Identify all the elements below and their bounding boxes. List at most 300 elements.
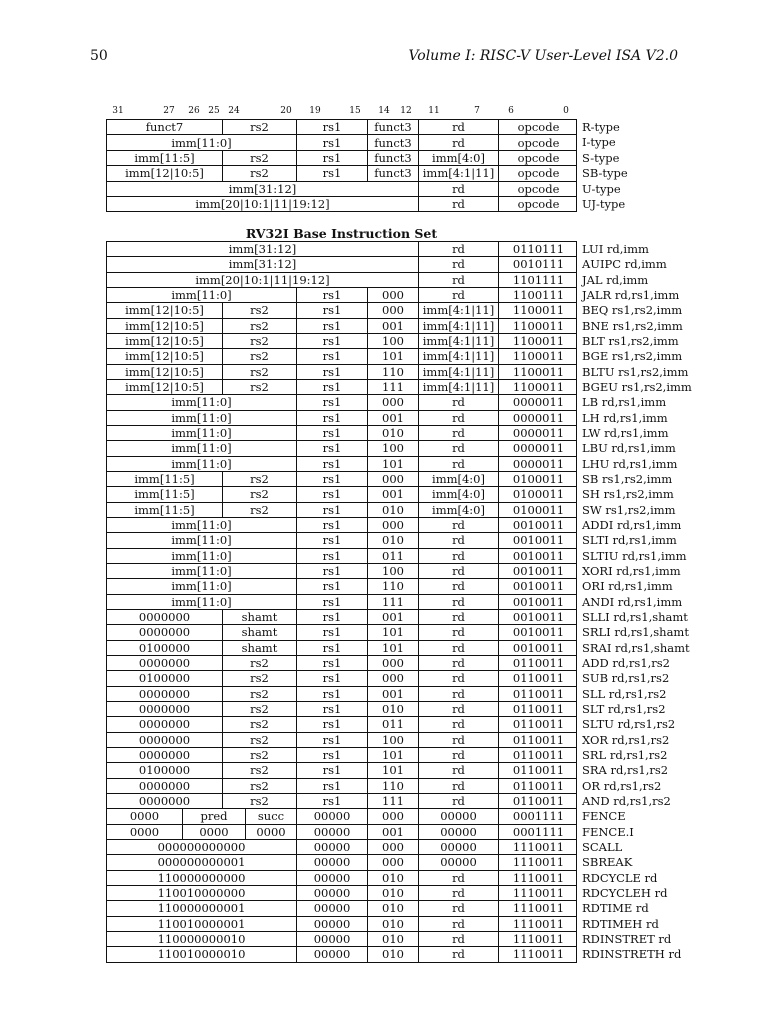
field-cell: rd xyxy=(419,120,499,134)
field-cell: 00000 xyxy=(297,840,368,854)
field-cell: 1110011 xyxy=(512,855,565,870)
field-cell: 00000 xyxy=(297,947,368,961)
field-cell: rs1 xyxy=(297,166,368,180)
field-cell: rs1 xyxy=(297,441,368,455)
field-cell: 0001111 xyxy=(512,824,565,839)
field-cell: rs1 xyxy=(297,549,368,563)
field-cell: 100 xyxy=(368,334,419,348)
row-label: ADDI rd,rs1,imm xyxy=(582,517,682,532)
field-cell: 011 xyxy=(368,549,419,563)
field-cell: 101 xyxy=(368,641,419,655)
row-label: OR rd,rs1,rs2 xyxy=(582,778,662,793)
instruction-row xyxy=(106,778,577,794)
instruction-row xyxy=(106,410,577,426)
field-cell: 0000000 xyxy=(107,748,223,762)
row-label: UJ-type xyxy=(582,197,626,211)
field-cell: imm[12|10:5] xyxy=(107,380,223,394)
field-cell: imm[11:0] xyxy=(107,533,297,547)
field-cell: 0110011 xyxy=(512,778,565,793)
field-cell: rs2 xyxy=(223,380,297,394)
field-cell: rs1 xyxy=(297,487,368,501)
instruction-row xyxy=(106,486,577,502)
field-cell: rd xyxy=(419,702,499,716)
field-cell: rd xyxy=(419,748,499,762)
field-cell: 000 xyxy=(368,518,419,532)
field-cell: imm[31:12] xyxy=(107,242,419,256)
field-cell: imm[11:0] xyxy=(107,595,297,609)
row-label: ORI rd,rs1,imm xyxy=(582,579,673,594)
field-cell: imm[11:0] xyxy=(107,426,297,440)
row-label: AND rd,rs1,rs2 xyxy=(582,793,671,808)
instruction-row xyxy=(106,548,577,564)
field-cell: imm[11:0] xyxy=(107,288,297,302)
field-cell: rd xyxy=(419,579,499,593)
row-label: SW rs1,rs2,imm xyxy=(582,502,676,517)
field-cell: 1110011 xyxy=(512,947,565,962)
field-cell: rs1 xyxy=(297,533,368,547)
row-label: FENCE.I xyxy=(582,824,634,839)
row-label: SUB rd,rs1,rs2 xyxy=(582,671,670,686)
instruction-row xyxy=(106,394,577,410)
instruction-row xyxy=(106,272,577,288)
field-cell: 0100000 xyxy=(107,641,223,655)
field-cell: 001 xyxy=(368,411,419,425)
field-cell: rs2 xyxy=(223,319,297,333)
format-row xyxy=(106,119,577,135)
field-cell: rs2 xyxy=(223,763,297,777)
field-cell: 000 xyxy=(368,671,419,685)
bit-number: 26 xyxy=(188,106,200,116)
field-cell: rd xyxy=(419,794,499,808)
field-cell: rs1 xyxy=(297,288,368,302)
field-cell: rd xyxy=(419,641,499,655)
instruction-row xyxy=(106,732,577,748)
field-cell: rs1 xyxy=(297,779,368,793)
instruction-row xyxy=(106,563,577,579)
field-cell: rd xyxy=(419,426,499,440)
field-cell: 0000011 xyxy=(512,410,565,425)
field-cell: 00000 xyxy=(419,825,499,839)
field-cell: rd xyxy=(419,717,499,731)
field-cell: 0110011 xyxy=(512,686,565,701)
row-label: LUI rd,imm xyxy=(582,242,649,256)
field-cell: imm[11:0] xyxy=(107,549,297,563)
field-cell: 0110011 xyxy=(512,656,565,671)
row-label: SB rs1,rs2,imm xyxy=(582,471,673,486)
instruction-row xyxy=(106,517,577,533)
field-cell: 010 xyxy=(368,886,419,900)
bit-position-labels xyxy=(107,106,577,118)
row-label: XORI rd,rs1,imm xyxy=(582,563,681,578)
format-row xyxy=(106,150,577,166)
field-cell: imm[12|10:5] xyxy=(107,365,223,379)
row-label: RDCYCLE rd xyxy=(582,870,658,885)
row-label: BEQ rs1,rs2,imm xyxy=(582,303,683,318)
instruction-row xyxy=(106,793,577,809)
instruction-row xyxy=(106,747,577,763)
instruction-row xyxy=(106,425,577,441)
field-cell: 010 xyxy=(368,533,419,547)
field-cell: shamt xyxy=(223,625,297,639)
field-cell: funct7 xyxy=(107,120,223,134)
row-label: R-type xyxy=(582,120,620,134)
field-cell: rd xyxy=(419,610,499,624)
field-cell: rs1 xyxy=(297,702,368,716)
instruction-row xyxy=(106,256,577,272)
field-cell: 0010111 xyxy=(512,257,565,272)
field-cell: 0010011 xyxy=(512,594,565,609)
instruction-row xyxy=(106,302,577,318)
field-cell: rd xyxy=(419,411,499,425)
field-cell: rd xyxy=(419,595,499,609)
field-cell: 101 xyxy=(368,625,419,639)
field-cell: rs1 xyxy=(297,641,368,655)
instruction-row xyxy=(106,716,577,732)
instruction-row xyxy=(106,502,577,518)
row-label: BGE rs1,rs2,imm xyxy=(582,349,683,364)
field-cell: rs1 xyxy=(297,595,368,609)
field-cell: shamt xyxy=(223,610,297,624)
field-cell: 1100011 xyxy=(512,303,565,318)
field-cell: rd xyxy=(419,687,499,701)
field-cell: rd xyxy=(419,733,499,747)
field-cell: 001 xyxy=(368,319,419,333)
field-cell: 0110011 xyxy=(512,763,565,778)
field-cell: 0000011 xyxy=(512,456,565,471)
row-label: RDINSTRET rd xyxy=(582,931,672,946)
field-cell: 110010000010 xyxy=(107,947,297,961)
field-cell: 0000000 xyxy=(107,656,223,670)
field-cell: rd xyxy=(419,441,499,455)
field-cell: rs1 xyxy=(297,748,368,762)
field-cell: 0010011 xyxy=(512,610,565,625)
field-cell: imm[11:0] xyxy=(107,457,297,471)
field-cell: rd xyxy=(419,886,499,900)
field-cell: rd xyxy=(419,273,499,287)
field-cell: rs1 xyxy=(297,564,368,578)
field-cell: 000 xyxy=(368,303,419,317)
field-cell: 0010011 xyxy=(512,548,565,563)
field-cell: 010 xyxy=(368,932,419,946)
field-cell: 000 xyxy=(368,809,419,823)
field-cell: 0110011 xyxy=(512,702,565,717)
field-cell: 000 xyxy=(368,288,419,302)
field-cell: funct3 xyxy=(368,135,419,149)
page-header xyxy=(90,48,678,66)
field-cell: rs1 xyxy=(297,151,368,165)
row-label: SH rs1,rs2,imm xyxy=(582,487,674,502)
field-cell: 010 xyxy=(368,426,419,440)
field-cell: imm[4:1|11] xyxy=(419,334,499,348)
instruction-row xyxy=(106,348,577,364)
bit-number: 0 xyxy=(563,106,569,116)
field-cell: 000 xyxy=(368,472,419,486)
row-label: SRL rd,rs1,rs2 xyxy=(582,747,668,762)
row-label: LH rd,rs1,imm xyxy=(582,410,668,425)
field-cell: imm[4:1|11] xyxy=(419,365,499,379)
field-cell: 111 xyxy=(368,595,419,609)
row-label: RDTIME rd xyxy=(582,901,649,916)
field-cell: rd xyxy=(419,564,499,578)
field-cell: rs2 xyxy=(223,503,297,517)
field-cell: imm[4:0] xyxy=(419,472,499,486)
bit-number: 31 xyxy=(112,106,124,116)
field-cell: imm[11:5] xyxy=(107,151,223,165)
field-cell: 010 xyxy=(368,702,419,716)
field-cell: 000 xyxy=(368,656,419,670)
format-row xyxy=(106,181,577,197)
field-cell: 00000 xyxy=(419,840,499,854)
row-label: SLTI rd,rs1,imm xyxy=(582,533,677,548)
instruction-row xyxy=(106,670,577,686)
row-label: SLLI rd,rs1,shamt xyxy=(582,609,688,624)
field-cell: 110000000001 xyxy=(107,901,297,915)
field-cell: opcode xyxy=(517,135,560,150)
field-cell: 1110011 xyxy=(512,870,565,885)
field-cell: 0000 xyxy=(107,825,183,839)
field-cell: rd xyxy=(419,625,499,639)
field-cell: 1100011 xyxy=(512,318,565,333)
field-cell: imm[12|10:5] xyxy=(107,334,223,348)
page-number: 50 xyxy=(90,48,108,64)
field-cell: 100 xyxy=(368,733,419,747)
field-cell: 0000000 xyxy=(107,733,223,747)
format-row xyxy=(106,165,577,181)
field-cell: imm[11:5] xyxy=(107,472,223,486)
row-label: LB rd,rs1,imm xyxy=(582,395,667,410)
instruction-row xyxy=(106,839,577,855)
row-label: JAL rd,imm xyxy=(582,272,649,287)
field-cell: 001 xyxy=(368,687,419,701)
bit-number: 14 xyxy=(378,106,390,116)
field-cell: 001 xyxy=(368,610,419,624)
row-label: SLTU rd,rs1,rs2 xyxy=(582,717,676,732)
instruction-row xyxy=(106,318,577,334)
field-cell: rs1 xyxy=(297,411,368,425)
field-cell: 0000011 xyxy=(512,426,565,441)
field-cell: 101 xyxy=(368,457,419,471)
instruction-row xyxy=(106,946,577,962)
row-label: RDTIMEH rd xyxy=(582,916,659,931)
field-cell: rd xyxy=(419,917,499,931)
field-cell: 00000 xyxy=(419,855,499,869)
field-cell: 00000 xyxy=(297,855,368,869)
bit-number: 19 xyxy=(309,106,321,116)
field-cell: 00000 xyxy=(297,871,368,885)
field-cell: 00000 xyxy=(297,901,368,915)
field-cell: 0000000 xyxy=(107,717,223,731)
field-cell: 0000000 xyxy=(107,687,223,701)
field-cell: rs1 xyxy=(297,380,368,394)
instruction-row xyxy=(106,532,577,548)
row-label: S-type xyxy=(582,150,620,165)
field-cell: rd xyxy=(419,288,499,302)
field-cell: 101 xyxy=(368,763,419,777)
field-cell: 111 xyxy=(368,794,419,808)
field-cell: 001 xyxy=(368,487,419,501)
field-cell: rs2 xyxy=(223,120,297,134)
field-cell: shamt xyxy=(223,641,297,655)
field-cell: 000 xyxy=(368,855,419,869)
instruction-row xyxy=(106,931,577,947)
field-cell: 00000 xyxy=(297,809,368,823)
field-cell: 00000 xyxy=(419,809,499,823)
field-cell: rs2 xyxy=(223,702,297,716)
field-cell: rs1 xyxy=(297,687,368,701)
field-cell: rs2 xyxy=(223,349,297,363)
field-cell: rd xyxy=(419,932,499,946)
row-label: SLTIU rd,rs1,imm xyxy=(582,548,687,563)
field-cell: rs1 xyxy=(297,457,368,471)
row-label: RDINSTRETH rd xyxy=(582,947,682,962)
field-cell: imm[12|10:5] xyxy=(107,319,223,333)
instruction-row xyxy=(106,824,577,840)
field-cell: rd xyxy=(419,457,499,471)
field-cell: funct3 xyxy=(368,151,419,165)
field-cell: imm[31:12] xyxy=(107,257,419,271)
field-cell: 0000000 xyxy=(107,779,223,793)
field-cell: 0000000 xyxy=(107,702,223,716)
instruction-row xyxy=(106,701,577,717)
row-label: SRA rd,rs1,rs2 xyxy=(582,763,669,778)
field-cell: imm[11:0] xyxy=(107,135,297,149)
field-cell: rd xyxy=(419,533,499,547)
field-cell: 1110011 xyxy=(512,932,565,946)
field-cell: 1110011 xyxy=(512,916,565,931)
field-cell: rd xyxy=(419,763,499,777)
field-cell: rd xyxy=(419,135,499,149)
field-cell: rs1 xyxy=(297,334,368,348)
field-cell: rs2 xyxy=(223,303,297,317)
row-label: SLT rd,rs1,rs2 xyxy=(582,701,666,716)
field-cell: 00000 xyxy=(297,886,368,900)
field-cell: 101 xyxy=(368,748,419,762)
field-cell: 0000000 xyxy=(107,625,223,639)
field-cell: rs2 xyxy=(223,487,297,501)
instruction-set-title: RV32I Base Instruction Set xyxy=(245,226,438,241)
field-cell: 110010000001 xyxy=(107,917,297,931)
row-label: LBU rd,rs1,imm xyxy=(582,441,676,456)
field-cell: rs1 xyxy=(297,135,368,149)
field-cell: 0100000 xyxy=(107,763,223,777)
row-label: BGEU rs1,rs2,imm xyxy=(582,379,692,394)
field-cell: imm[31:12] xyxy=(107,182,419,196)
field-cell: opcode xyxy=(517,150,560,165)
field-cell: imm[11:5] xyxy=(107,503,223,517)
field-cell: rd xyxy=(419,871,499,885)
instruction-row xyxy=(106,900,577,916)
field-cell: 1110011 xyxy=(512,886,565,901)
field-cell: 0010011 xyxy=(512,579,565,594)
field-cell: 000000000000 xyxy=(107,840,297,854)
field-cell: 0000011 xyxy=(512,395,565,410)
instruction-row xyxy=(106,885,577,901)
field-cell: rd xyxy=(419,549,499,563)
field-cell: rd xyxy=(419,947,499,961)
field-cell: 00000 xyxy=(297,825,368,839)
field-cell: 0000 xyxy=(183,825,246,839)
instruction-row xyxy=(106,456,577,472)
field-cell: imm[12|10:5] xyxy=(107,166,223,180)
field-cell: 0100011 xyxy=(512,487,565,502)
field-cell: rd xyxy=(419,779,499,793)
field-cell: 00000 xyxy=(297,932,368,946)
instruction-row xyxy=(106,609,577,625)
field-cell: funct3 xyxy=(368,166,419,180)
field-cell: imm[11:0] xyxy=(107,579,297,593)
field-cell: imm[20|10:1|11|19:12] xyxy=(107,197,419,211)
field-cell: 0000000 xyxy=(107,794,223,808)
field-cell: rs2 xyxy=(223,717,297,731)
field-cell: imm[11:5] xyxy=(107,487,223,501)
field-cell: rs2 xyxy=(223,794,297,808)
bit-number: 12 xyxy=(400,106,412,116)
field-cell: rd xyxy=(419,656,499,670)
row-label: JALR rd,rs1,imm xyxy=(582,287,680,302)
format-row xyxy=(106,134,577,150)
instruction-row xyxy=(106,287,577,303)
instruction-row xyxy=(106,440,577,456)
row-label: SRLI rd,rs1,shamt xyxy=(582,625,689,640)
field-cell: 0100011 xyxy=(512,472,565,487)
field-cell: 000 xyxy=(368,840,419,854)
field-cell: 0010011 xyxy=(512,640,565,655)
field-cell: rs2 xyxy=(223,656,297,670)
row-label: I-type xyxy=(582,135,616,150)
field-cell: 010 xyxy=(368,947,419,961)
field-cell: 110010000000 xyxy=(107,886,297,900)
row-label: SLL rd,rs1,rs2 xyxy=(582,686,667,701)
field-cell: 000 xyxy=(368,395,419,409)
field-cell: imm[4:0] xyxy=(419,151,499,165)
field-cell: 0000 xyxy=(107,809,183,823)
instruction-row xyxy=(106,471,577,487)
field-cell: 1100011 xyxy=(512,334,565,349)
field-cell: 1110011 xyxy=(512,901,565,916)
field-cell: rd xyxy=(419,182,499,196)
field-cell: imm[4:1|11] xyxy=(419,303,499,317)
field-cell: rs1 xyxy=(297,656,368,670)
instruction-row xyxy=(106,241,577,257)
field-cell: 0010011 xyxy=(512,564,565,579)
instruction-row xyxy=(106,655,577,671)
instruction-row xyxy=(106,854,577,870)
field-cell: rs1 xyxy=(297,763,368,777)
row-label: FENCE xyxy=(582,809,626,824)
field-cell: rs1 xyxy=(297,717,368,731)
field-cell: imm[4:0] xyxy=(419,503,499,517)
field-cell: opcode xyxy=(517,166,560,181)
field-cell: rs2 xyxy=(223,151,297,165)
row-label: BLTU rs1,rs2,imm xyxy=(582,364,689,379)
field-cell: 010 xyxy=(368,871,419,885)
instruction-row xyxy=(106,578,577,594)
field-cell: 0010011 xyxy=(512,625,565,640)
instruction-row xyxy=(106,364,577,380)
field-cell: 0110011 xyxy=(512,794,565,809)
field-cell: 100 xyxy=(368,564,419,578)
field-cell: 110 xyxy=(368,779,419,793)
instruction-row xyxy=(106,916,577,932)
field-cell: 101 xyxy=(368,349,419,363)
field-cell: imm[11:0] xyxy=(107,518,297,532)
field-cell: 010 xyxy=(368,917,419,931)
bit-number: 20 xyxy=(280,106,292,116)
field-cell: rs1 xyxy=(297,303,368,317)
field-cell: rd xyxy=(419,671,499,685)
field-cell: imm[11:0] xyxy=(107,395,297,409)
field-cell: 001 xyxy=(368,825,419,839)
